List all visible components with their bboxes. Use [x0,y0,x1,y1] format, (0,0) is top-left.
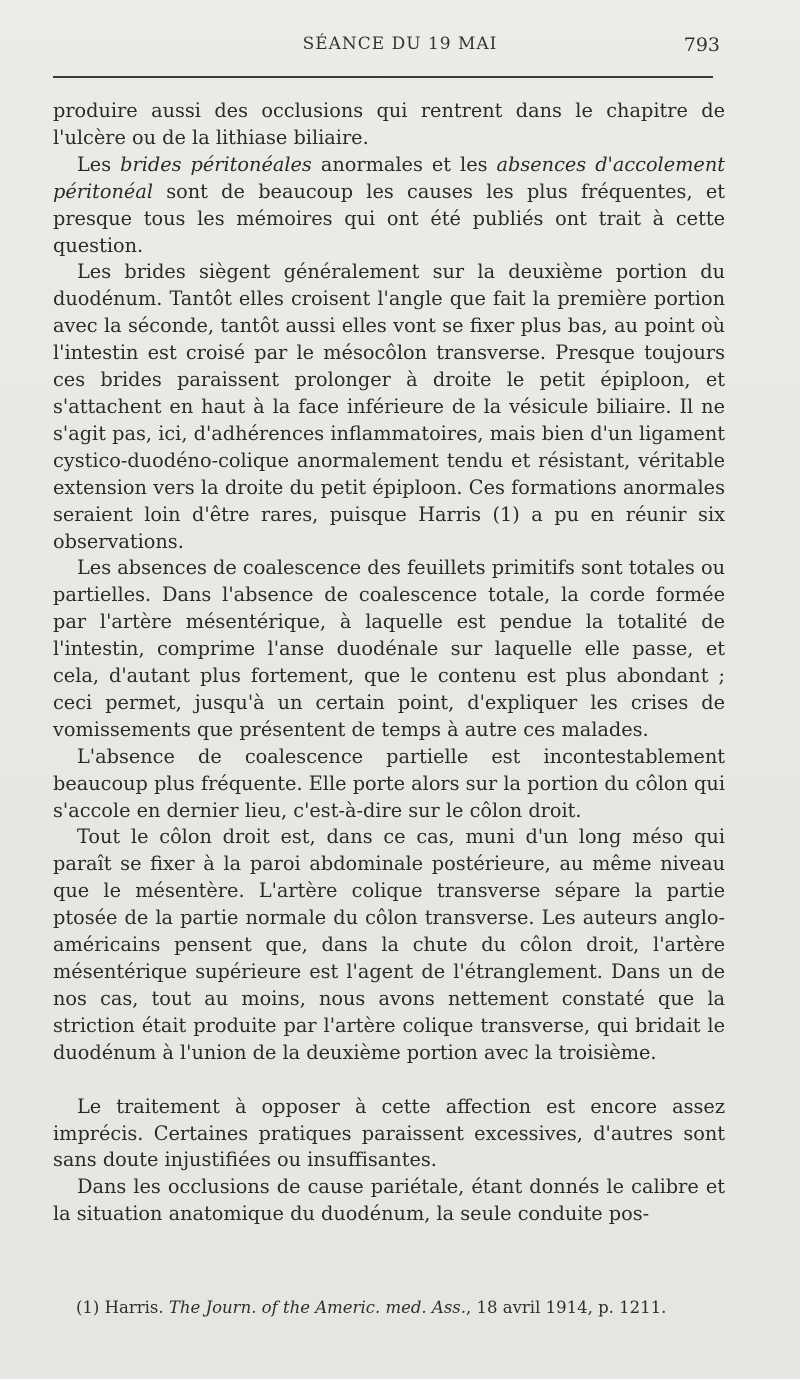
italic-text: brides péritonéales [120,152,312,176]
paragraph-4 [53,555,725,743]
text-run: Les brides siègent généralement sur la deuxième portion du duodénum. Tantôt elles croisent l'angle que fait la première portion avec la séconde, tantôt aussi elles vont se fixer plus bas, au point où l'intestin est croisé par le mésocôlon transverse. Presque toujours ces brides paraissent prolonger à droite le petit épiploon, et s'attachent en haut à la face inférieure de la vésicule biliaire. Il ne s'agit pas, ici, d'adhérences inflammatoires, mais bien d'un ligament cystico-duodéno-colique anormalement tendu et résistant, véritable extension vers la droite du petit épiploon. Ces formations anormales seraient loin d'être rares, puisque Harris (1) a pu en réunir six observations. [53,260,725,553]
text-run: L'absence de coalescence partielle est incontestablement beaucoup plus fréquente. Elle porte alors sur la portion du côlon qui s'accole en dernier lieu, c'est-à-dire sur le côlon droit. [53,744,725,822]
body-text [53,98,725,1228]
text-run: Le traitement à opposer à cette affection est encore assez imprécis. Certaines pratiques paraissent excessives, d'autres sont sans doute injustifiées ou insuffisantes. [53,1094,725,1172]
text-run: Les absences de coalescence des feuillets primitifs sont totales ou partielles. Dans l'absence de coalescence totale, la corde formée par l'artère mésentérique, à laquelle est pendue la totalité de l'intestin, comprime l'anse duodénale sur laquelle elle passe, et cela, d'autant plus fortement, que le contenu est plus abondant ; ceci permet, jusqu'à un certain point, d'expliquer les crises de vomissements que présentent de temps à autre ces malades. [53,556,725,741]
paragraph-5 [53,744,725,825]
italic-text: The Journ. of the Americ. med. Ass. [168,1298,467,1317]
footnote [76,1297,716,1319]
paragraph-8 [53,1174,725,1228]
text-run: Tout le côlon droit est, dans ce cas, muni d'un long méso qui paraît se fixer à la paroi abdominale postérieure, au même niveau que le mésentère. L'artère colique transverse sépare la partie ptosée de la partie normale du côlon transverse. Les auteurs anglo-américains pensent que, dans la chute du côlon droit, l'artère mésentérique supérieure est l'agent de l'étranglement. Dans un de nos cas, tout au moins, nous avons nettement constaté que la striction était produite par l'artère colique transverse, qui bridait le duodénum à l'union de la deuxième portion avec la troisième. [53,825,725,1064]
text-run: produire aussi des occlusions qui rentrent dans le chapitre de l'ulcère ou de la lithiase biliaire. [53,99,725,149]
text-run: Dans les occlusions de cause pariétale, étant donnés le calibre et la situation anatomique du duodénum, la seule conduite pos- [53,1175,725,1226]
running-head: SÉANCE DU 19 MAI [302,34,498,54]
page-header [0,34,800,60]
italic-text: absences d'accolement péritonéal [53,152,725,203]
text-run: anormales et les [311,152,497,176]
text-run: Les [77,152,121,176]
header-rule [53,76,713,78]
paragraph-3 [53,259,725,555]
paragraph-7 [53,1094,725,1175]
paragraph-2 [53,152,725,260]
paragraph-1 [53,98,725,152]
text-run: (1) Harris. [76,1298,169,1317]
text-run: sont de beaucoup les causes les plus fréquentes, et presque tous les mémoires qui ont été publiés ont trait à cette question. [53,179,725,257]
paragraph-6 [53,824,725,1066]
text-run: , 18 avril 1914, p. 1211. [466,1298,667,1317]
page-number: 793 [683,34,720,56]
